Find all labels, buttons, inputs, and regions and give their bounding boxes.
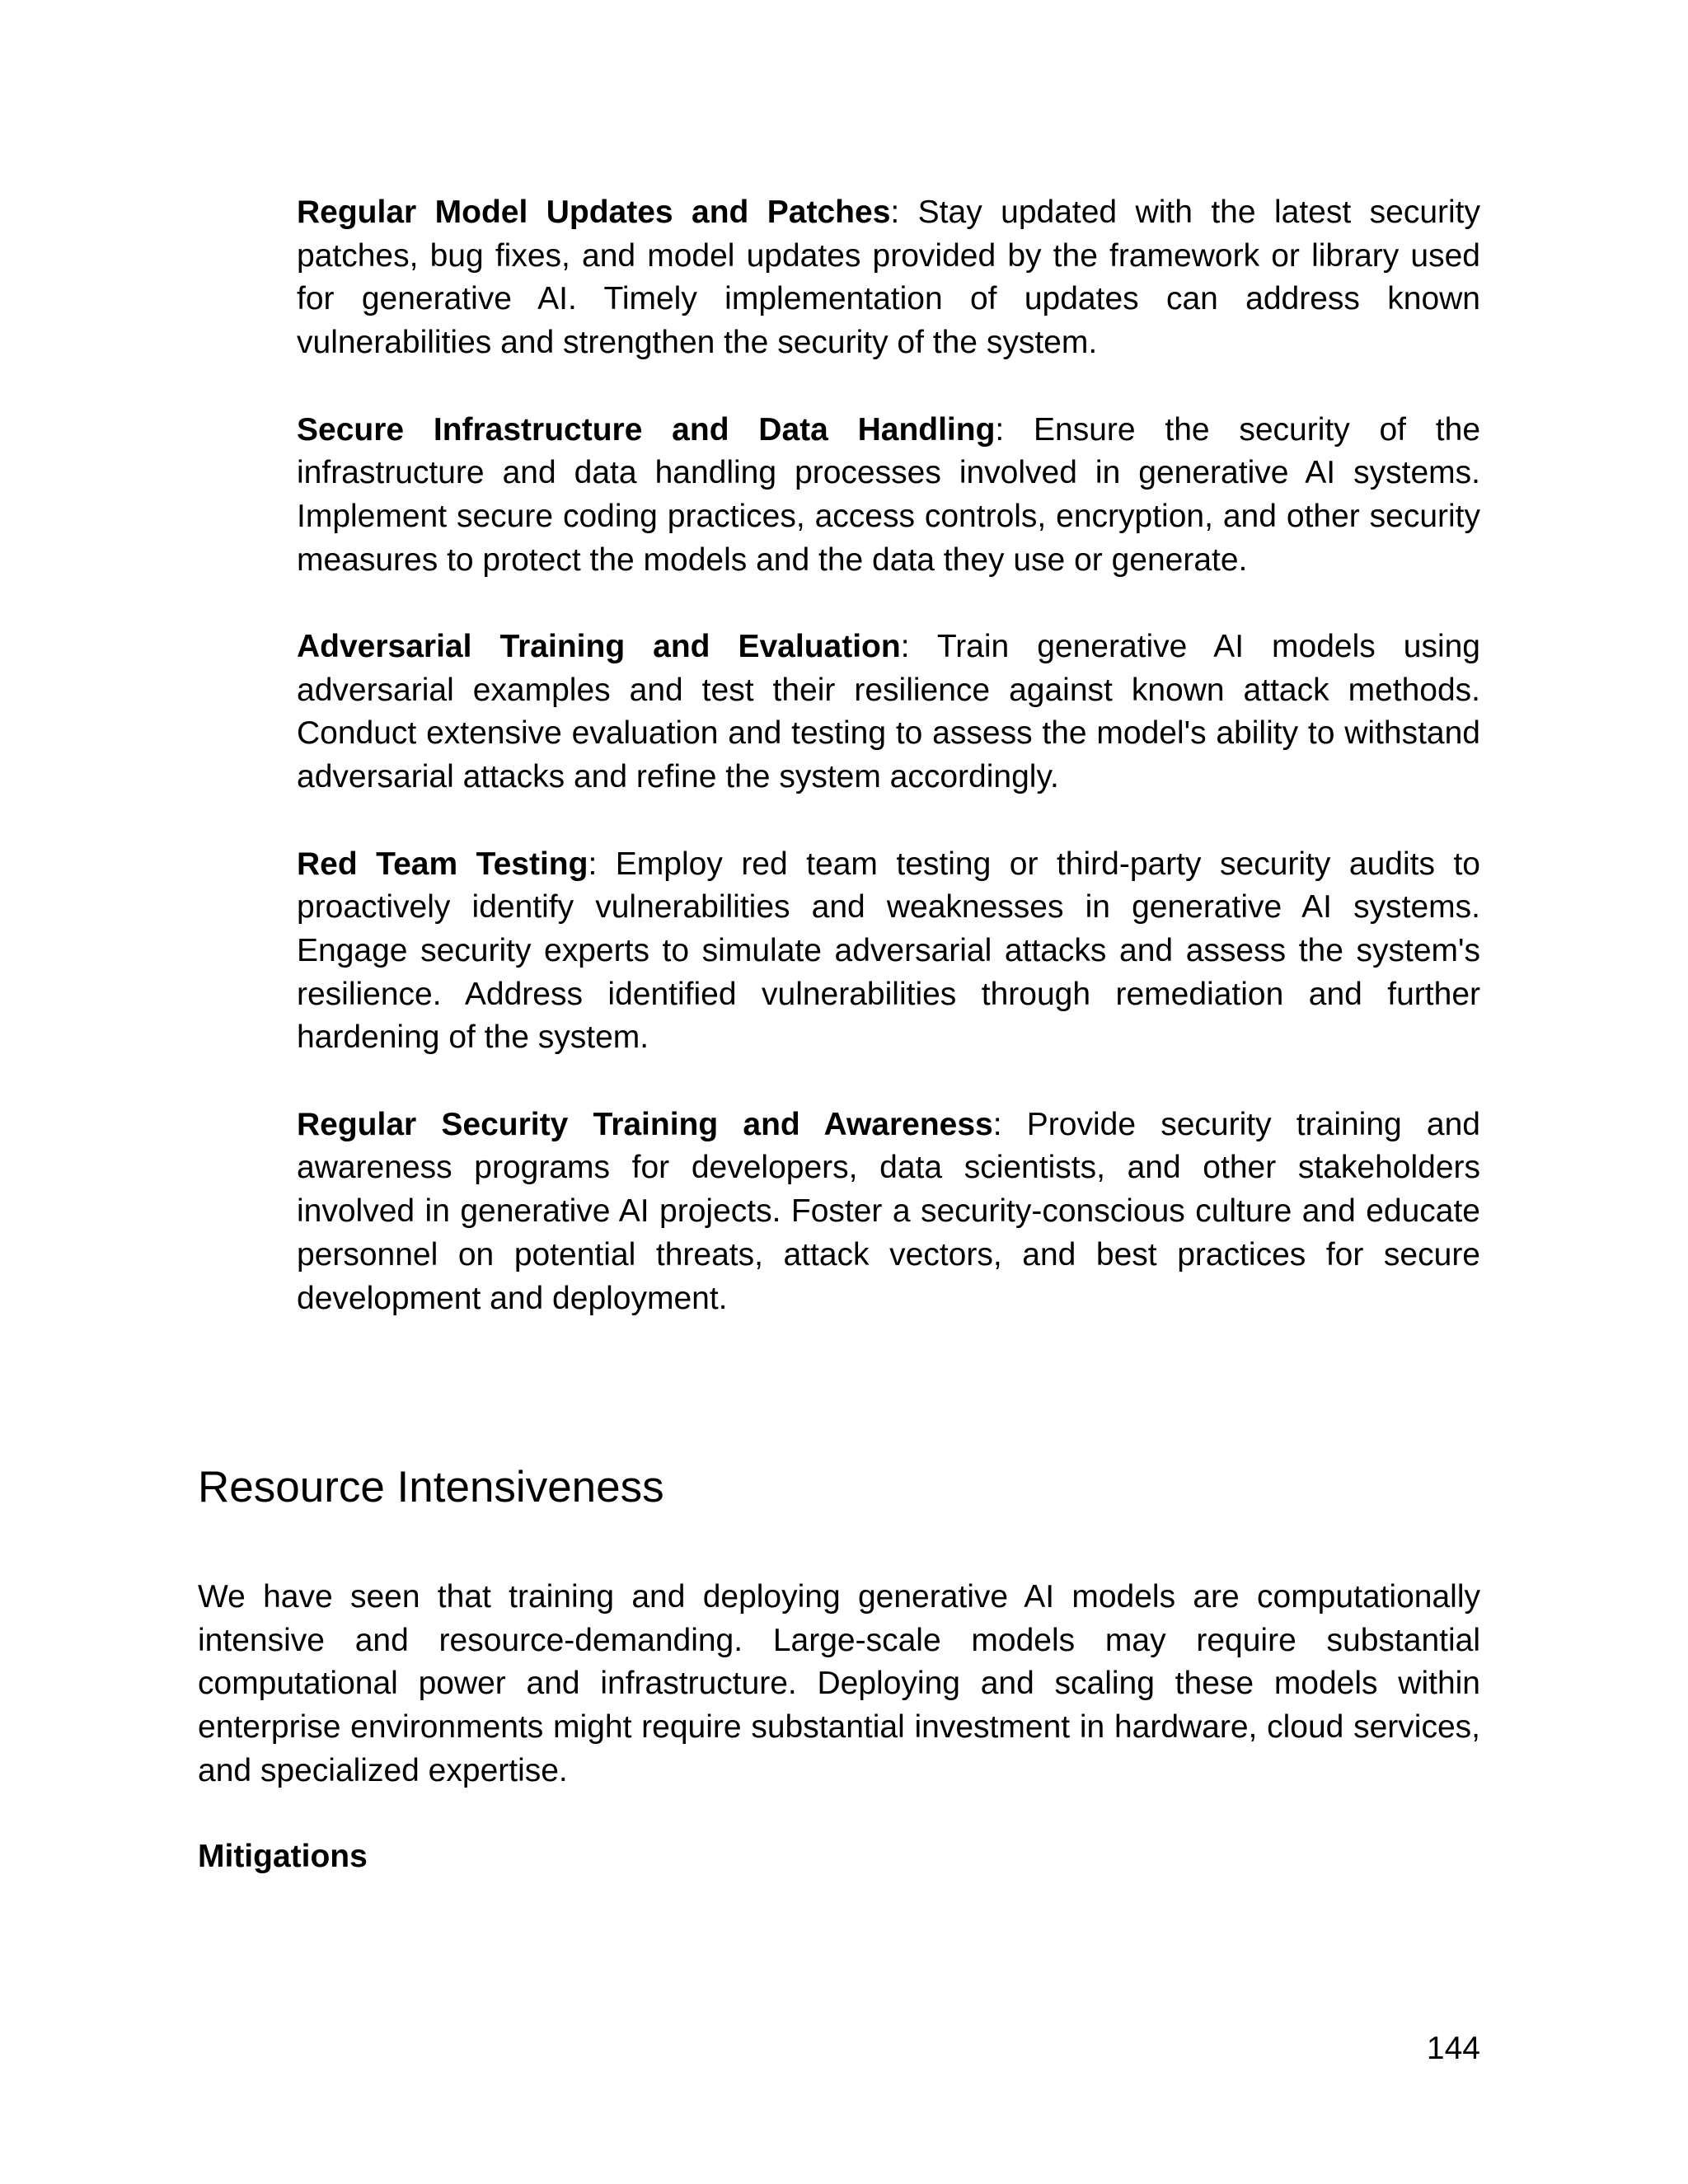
item-description: : Employ red team testing or third-party security audits to proactively identify vulnerabilities and weaknesses in generative AI systems. Engage security experts to simulate adversarial attacks and assess the system's resilience. Address identified vulnerabilities through remediation and further hardening of the system. [297,846,1480,1056]
item-term: Secure Infrastructure and Data Handling [297,411,996,448]
page-number: 144 [1426,2031,1480,2066]
list-item [297,843,1480,1061]
item-term: Adversarial Training and Evaluation [297,629,901,664]
item-description: : Stay updated with the latest security patches, bug fixes, and model updates provided by the framework or library used for generative AI. Timely implementation of updates can address known vulnerabilities and strengthen the security of the system. [297,194,1480,361]
subheading-mitigations: Mitigations [198,1839,368,1874]
section-header [198,1459,1480,1516]
section-body: We have seen that training and deploying generative AI models are computationally intensive and resource-demanding. Large-scale models may require substantial computational power and infrastructure. Deploying and scaling these models within enterprise environments might require substantial investment in hardware, cloud services, and specialized expertise. [198,1579,1480,1788]
section-title: Resource Intensiveness [198,1463,664,1511]
item-description: : Train generative AI models using adversarial examples and test their resilience against known attack methods. Conduct extensive evaluation and testing to assess the model's ability to withstand adversarial attacks and refine the system accordingly. [297,629,1480,795]
mitigation-list [297,191,1480,1364]
item-description: : Ensure the security of the infrastructure and data handling processes involved in generative AI systems. Implement secure coding practices, access controls, encryption, and other security measures to protect the models and the data they use or generate. [297,411,1481,578]
list-item [297,626,1480,799]
item-term: Regular Model Updates and Patches [297,194,891,230]
item-description: : Provide security training and awareness programs for developers, data scientists, and other stakeholders involved in generative AI projects. Foster a security-conscious culture and educate personnel on potential threats, attack vectors, and best practices for secure development and deployment. [297,1106,1480,1316]
item-term: Red Team Testing [297,846,588,882]
list-item [297,191,1480,365]
list-item [297,409,1480,583]
list-item [297,1104,1480,1321]
item-term: Regular Security Training and Awareness [297,1106,993,1142]
